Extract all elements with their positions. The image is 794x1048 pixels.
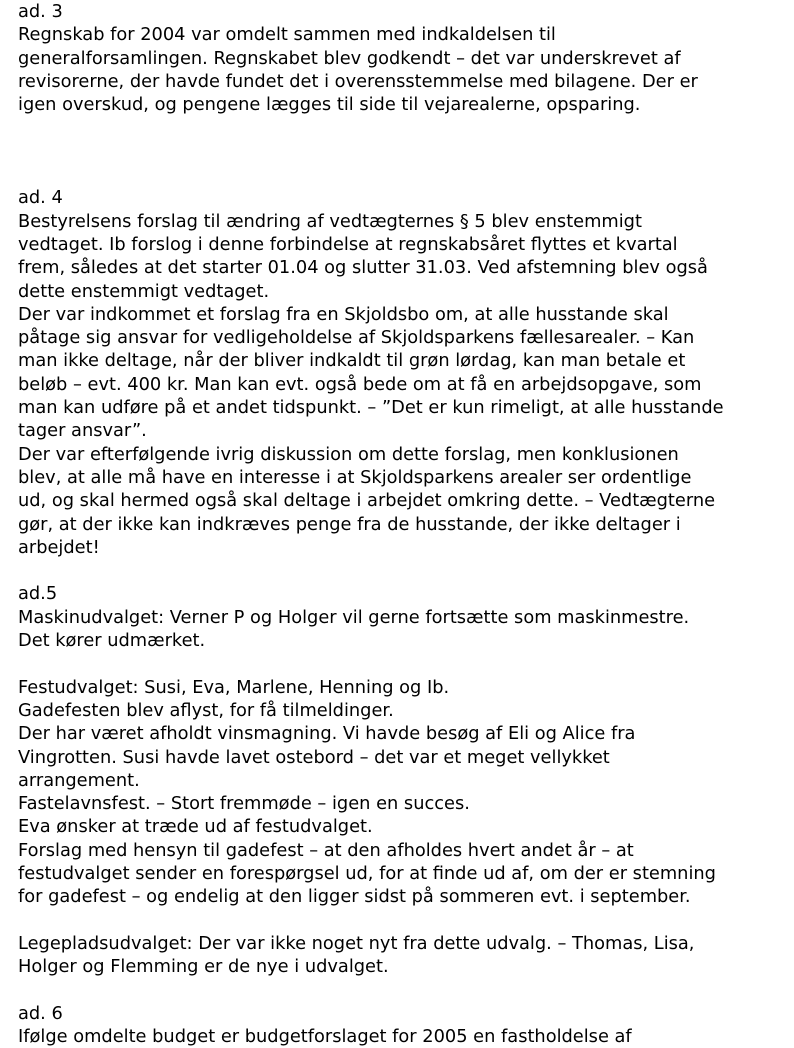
text-line: igen overskud, og pengene lægges til side til vejarealerne, opsparing.: [18, 94, 641, 116]
spacer: [18, 909, 788, 932]
text-line: gør, at der ikke kan indkræves penge fra de husstande, der ikke deltager i: [18, 513, 681, 535]
text-line: Holger og Flemming er de nye i udvalget.: [18, 956, 389, 978]
text-line: Forslag med hensyn til gadefest – at den afholdes hvert andet år – at: [18, 839, 634, 861]
text-line: generalforsamlingen. Regnskabet blev godkendt – det var underskrevet af: [18, 47, 681, 69]
text-line: dette enstemmigt vedtaget.: [18, 280, 270, 302]
section-heading: ad. 6: [18, 1002, 63, 1024]
text-line: man kan udføre på et andet tidspunkt. – ”Det er kun rimeligt, at alle husstande: [18, 397, 724, 419]
spacer: [18, 652, 788, 675]
section-ad-6: [18, 1002, 788, 1048]
text-line: Gadefesten blev aflyst, for få tilmeldinger.: [18, 699, 394, 721]
text-line: Maskinudvalget: Verner P og Holger vil gerne fortsætte som maskinmestre.: [18, 606, 690, 628]
section-heading: ad.5: [18, 583, 58, 605]
text-line: Festudvalget: Susi, Eva, Marlene, Henning og Ib.: [18, 676, 450, 698]
text-line: blev, at alle må have en interesse i at Skjoldsparkens arealer ser ordentlige: [18, 466, 692, 488]
spacer: [18, 559, 788, 582]
spacer: [18, 978, 788, 1001]
text-line: festudvalget sender en forespørgsel ud, for at finde ud af, om der er stemning: [18, 862, 716, 884]
text-line: påtage sig ansvar for vedligeholdelse af Skjoldsparkens fællesarealer. – Kan: [18, 327, 695, 349]
text-line: Legepladsudvalget: Der var ikke noget nyt fra dette udvalg. – Thomas, Lisa,: [18, 932, 695, 954]
text-line: arrangement.: [18, 769, 140, 791]
text-line: Eva ønsker at træde ud af festudvalget.: [18, 816, 373, 838]
section-heading: ad. 4: [18, 187, 63, 209]
text-line: Ifølge omdelte budget er budgetforslaget for 2005 en fastholdelse af: [18, 1026, 632, 1048]
text-line: man ikke deltage, når der bliver indkaldt til grøn lørdag, kan man betale et: [18, 350, 686, 372]
text-line: frem, således at det starter 01.04 og slutter 31.03. Ved afstemning blev også: [18, 257, 708, 279]
section-ad-4: [18, 186, 788, 559]
text-line: Regnskab for 2004 var omdelt sammen med indkaldelsen til: [18, 24, 556, 46]
text-line: beløb – evt. 400 kr. Man kan evt. også bede om at få en arbejdsopgave, som: [18, 373, 702, 395]
document-page: [18, 0, 788, 1048]
text-line: tager ansvar”.: [18, 420, 147, 442]
text-line: for gadefest – og endelig at den ligger sidst på sommeren evt. i september.: [18, 886, 691, 908]
section-ad-3: [18, 0, 788, 116]
text-line: ud, og skal hermed også skal deltage i arbejdet omkring dette. – Vedtægterne: [18, 490, 716, 512]
text-line: arbejdet!: [18, 536, 100, 558]
spacer: [18, 116, 788, 186]
text-line: Der var efterfølgende ivrig diskussion om dette forslag, men konklusionen: [18, 443, 679, 465]
section-heading: ad. 3: [18, 1, 63, 22]
text-line: Fastelavnsfest. – Stort fremmøde – igen en succes.: [18, 793, 470, 815]
text-line: vedtaget. Ib forslog i denne forbindelse at regnskabsåret flyttes et kvartal: [18, 233, 678, 255]
text-line: Vingrotten. Susi havde lavet ostebord – det var et meget vellykket: [18, 746, 610, 768]
text-line: Det kører udmærket.: [18, 630, 206, 652]
text-line: Der har været afholdt vinsmagning. Vi havde besøg af Eli og Alice fra: [18, 723, 636, 745]
text-line: Bestyrelsens forslag til ændring af vedtægternes § 5 blev enstemmigt: [18, 210, 642, 232]
text-line: Der var indkommet et forslag fra en Skjoldsbo om, at alle husstande skal: [18, 303, 669, 325]
text-line: revisorerne, der havde fundet det i overensstemmelse med bilagene. Der er: [18, 70, 698, 92]
section-ad-5: [18, 582, 788, 978]
